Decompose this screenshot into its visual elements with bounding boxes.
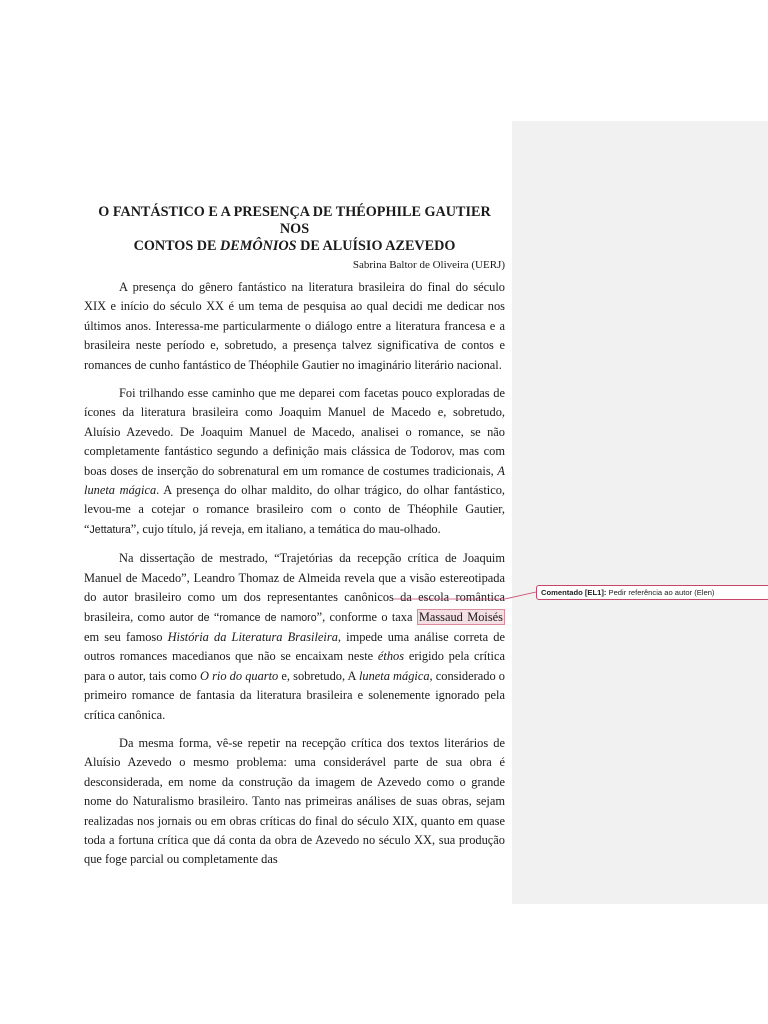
comment-balloon[interactable] xyxy=(536,585,768,600)
paragraph-3-italic-historia: História da Literatura Brasileira xyxy=(167,629,338,644)
paragraph-3-italic-luneta: luneta mágica, xyxy=(358,668,433,683)
paragraph-3-text-h: considerado o primeiro romance de fantasia da literatura brasileira e solenemente ignorado pela crítica canônica. xyxy=(84,668,505,722)
paragraph-3-italic-rio: O rio do quarto xyxy=(200,668,279,683)
paragraph-3-text-a: Na dissertação de mestrado, “Trajetórias da recepção crítica de Joaquim Manuel de Macedo”, Leandro Thomaz de Almeida revela que a visão estereotipada do autor brasileiro como um dos representantes canônicos da escola romântica brasileira, como xyxy=(84,551,505,624)
paragraph-3-text-c: ”, conforme o taxa xyxy=(316,609,417,624)
paragraph-3-text-b: “ xyxy=(209,609,220,624)
comment-pane xyxy=(512,121,768,904)
paragraph-3-text-g: e, sobretudo, A xyxy=(278,668,359,683)
comment-anchor-highlight[interactable]: Massaud Moisés xyxy=(418,609,504,624)
paragraph-3-italic-ethos: éthos xyxy=(377,649,405,664)
title-line-1: O FANTÁSTICO E A PRESENÇA DE THÉOPHILE GAUTIER NOS xyxy=(98,204,491,237)
title-italic-demonios: DEMÔNIOS xyxy=(220,238,297,254)
title-line-2-pre: CONTOS DE xyxy=(133,238,221,254)
paragraph-3-autor-de: autor de xyxy=(169,611,210,624)
paragraph-2-text-b: . A presença do olhar maldito, do olhar trágico, do olhar fantástico, levou-me a cotejar o romance brasileiro com o conto de Théophile Gautier, “ xyxy=(84,483,505,536)
document-page xyxy=(84,204,505,879)
paragraph-2-text-a: Foi trilhando esse caminho que me deparei com facetas pouco exploradas de ícones da literatura brasileira como Joaquim Manuel de Macedo e, sobretudo, Aluísio Azevedo. De Joaquim Manuel de Macedo, analisei o romance, se não completamente fantástico segundo a definição mais clássica de Todorov, mas com boas doses de inserção do sobrenatural em um romance de costumes tradicionais, xyxy=(84,386,505,478)
paragraph-3-text-d: em seu famoso xyxy=(84,629,168,644)
title-line-2-post: DE ALUÍSIO AZEVEDO xyxy=(296,238,456,254)
document-title xyxy=(84,204,505,255)
comment-label: Comentado [EL1]: xyxy=(541,588,607,597)
paragraph-2-text-c: ”, cujo título, já reveja, em italiano, a temática do mau-olhado. xyxy=(130,521,441,536)
paragraph-2-italic-luneta: A luneta mágica xyxy=(84,463,505,498)
paragraph-3-text-f: erigido pela crítica para o autor, tais como xyxy=(84,649,505,683)
author-line: Sabrina Baltor de Oliveira (UERJ) xyxy=(352,259,505,271)
comment-text: Pedir referência ao autor (Elen) xyxy=(606,588,715,597)
paragraph-3-text-e: , impede uma análise correta de outros romances macedianos que não se encaixam neste xyxy=(84,629,505,664)
paragraph-2 xyxy=(84,384,505,540)
paragraph-4: Da mesma forma, vê-se repetir na recepção crítica dos textos literários de Aluísio Azevedo o mesmo problema: uma considerável parte de sua obra é desconsiderada, em nome da construção da imagem de Azevedo como o grande nome do Naturalismo brasileiro. Tanto nas primeiras análises de suas obras, sejam realizadas nos jornais ou em obras críticas do final do século XIX, quanto em quase toda a fortuna crítica que dá conta da obra de Azevedo no século XX, sua produção que foge parcial ou completamente das xyxy=(84,735,505,867)
paragraph-3 xyxy=(84,549,505,725)
paragraph-2-jettatura: Jettatura xyxy=(89,523,131,536)
paragraph-3-romance-de-namoro: romance de namoro xyxy=(219,611,317,624)
paragraph-1: A presença do gênero fantástico na literatura brasileira do final do século XIX e início do século XX é um tema de pesquisa ao qual decidi me dedicar nos últimos anos. Interessa-me particularmente o diálogo entre a literatura francesa e a brasileira neste período e, sobretudo, a presença talvez significativa de contos e romances de cunho fantástico de Théophile Gautier no imaginário literário nacional. xyxy=(84,280,505,372)
